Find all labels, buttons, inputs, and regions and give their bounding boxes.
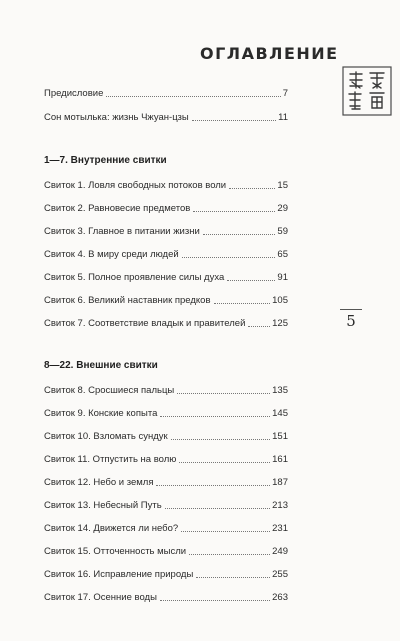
entry-page: 59 bbox=[277, 226, 288, 237]
entry-page: 145 bbox=[272, 408, 288, 419]
entry-page: 105 bbox=[272, 295, 288, 306]
toc-entry[interactable] bbox=[44, 567, 288, 581]
dot-leader bbox=[203, 234, 276, 235]
entry-page: 263 bbox=[272, 592, 288, 603]
entry-label: Свиток 17. Осенние воды bbox=[44, 592, 157, 603]
entry-page: 151 bbox=[272, 431, 288, 442]
entry-page: 231 bbox=[272, 523, 288, 534]
toc-entry[interactable] bbox=[44, 224, 288, 238]
toc-entry[interactable] bbox=[44, 178, 288, 192]
dot-leader bbox=[156, 485, 270, 486]
entry-page: 65 bbox=[277, 249, 288, 260]
toc-entry[interactable] bbox=[44, 590, 288, 604]
folio-rule bbox=[340, 309, 362, 310]
toc-entry[interactable] bbox=[44, 86, 288, 100]
toc-entry[interactable] bbox=[44, 498, 288, 512]
entry-label: Свиток 6. Великий наставник предков bbox=[44, 295, 211, 306]
entry-page: 11 bbox=[278, 112, 288, 123]
toc-entry[interactable] bbox=[44, 316, 288, 330]
dot-leader bbox=[179, 462, 270, 463]
section-heading-inner: 1—7. Внутренние свитки bbox=[44, 155, 167, 166]
dot-leader bbox=[160, 416, 270, 417]
entry-label: Свиток 11. Отпустить на волю bbox=[44, 454, 177, 465]
entry-page: 15 bbox=[277, 180, 288, 191]
entry-page: 135 bbox=[272, 385, 288, 396]
toc-entry[interactable] bbox=[44, 383, 288, 397]
dot-leader bbox=[165, 508, 270, 509]
entry-page: 213 bbox=[272, 500, 288, 511]
entry-page: 187 bbox=[272, 477, 288, 488]
entry-label: Свиток 16. Исправление природы bbox=[44, 569, 194, 580]
entry-page: 161 bbox=[272, 454, 288, 465]
toc-entry[interactable] bbox=[44, 452, 288, 466]
entry-label: Свиток 5. Полное проявление силы духа bbox=[44, 272, 225, 283]
entry-page: 91 bbox=[277, 272, 288, 283]
toc-entry[interactable] bbox=[44, 293, 288, 307]
entry-page: 7 bbox=[282, 88, 288, 99]
entry-label: Свиток 1. Ловля свободных потоков воли bbox=[44, 180, 227, 191]
entry-label: Свиток 2. Равновесие предметов bbox=[44, 203, 191, 214]
entry-page: 249 bbox=[272, 546, 288, 557]
dot-leader bbox=[182, 257, 276, 258]
page-number: 5 bbox=[346, 312, 356, 330]
entry-label: Свиток 13. Небесный Путь bbox=[44, 500, 162, 511]
entry-label: Свиток 14. Движется ли небо? bbox=[44, 523, 179, 534]
entry-label: Свиток 8. Сросшиеся пальцы bbox=[44, 385, 175, 396]
toc-entry[interactable] bbox=[44, 429, 288, 443]
entry-label: Предисловие bbox=[44, 88, 104, 99]
entry-page: 29 bbox=[277, 203, 288, 214]
dot-leader bbox=[248, 326, 270, 327]
dot-leader bbox=[106, 96, 280, 97]
dot-leader bbox=[214, 303, 271, 304]
seal-stamp-icon bbox=[340, 64, 394, 118]
entry-label: Свиток 15. Отточенность мысли bbox=[44, 546, 187, 557]
entry-label: Свиток 4. В миру среди людей bbox=[44, 249, 179, 260]
dot-leader bbox=[227, 280, 275, 281]
dot-leader bbox=[181, 531, 270, 532]
entry-label: Свиток 3. Главное в питании жизни bbox=[44, 226, 200, 237]
dot-leader bbox=[193, 211, 275, 212]
dot-leader bbox=[189, 554, 270, 555]
entry-page: 255 bbox=[272, 569, 288, 580]
dot-leader bbox=[171, 439, 270, 440]
entry-page: 125 bbox=[272, 318, 288, 329]
section-heading-outer: 8—22. Внешние свитки bbox=[44, 360, 158, 371]
entry-label: Сон мотылька: жизнь Чжуан-цзы bbox=[44, 112, 189, 123]
dot-leader bbox=[192, 120, 276, 121]
page-title: ОГЛАВЛЕНИЕ bbox=[200, 44, 339, 63]
toc-entry[interactable] bbox=[44, 406, 288, 420]
toc-entry[interactable] bbox=[44, 544, 288, 558]
entry-label: Свиток 10. Взломать сундук bbox=[44, 431, 168, 442]
dot-leader bbox=[229, 188, 275, 189]
toc-entry[interactable] bbox=[44, 521, 288, 535]
toc-entry[interactable] bbox=[44, 475, 288, 489]
toc-entry[interactable] bbox=[44, 201, 288, 215]
toc-entry[interactable] bbox=[44, 270, 288, 284]
entry-label: Свиток 7. Соответствие владык и правителей bbox=[44, 318, 246, 329]
dot-leader bbox=[196, 577, 270, 578]
entry-label: Свиток 9. Конские копыта bbox=[44, 408, 158, 419]
entry-label: Свиток 12. Небо и земля bbox=[44, 477, 154, 488]
toc-entry[interactable] bbox=[44, 247, 288, 261]
dot-leader bbox=[177, 393, 270, 394]
dot-leader bbox=[160, 600, 270, 601]
toc-entry[interactable] bbox=[44, 110, 288, 124]
